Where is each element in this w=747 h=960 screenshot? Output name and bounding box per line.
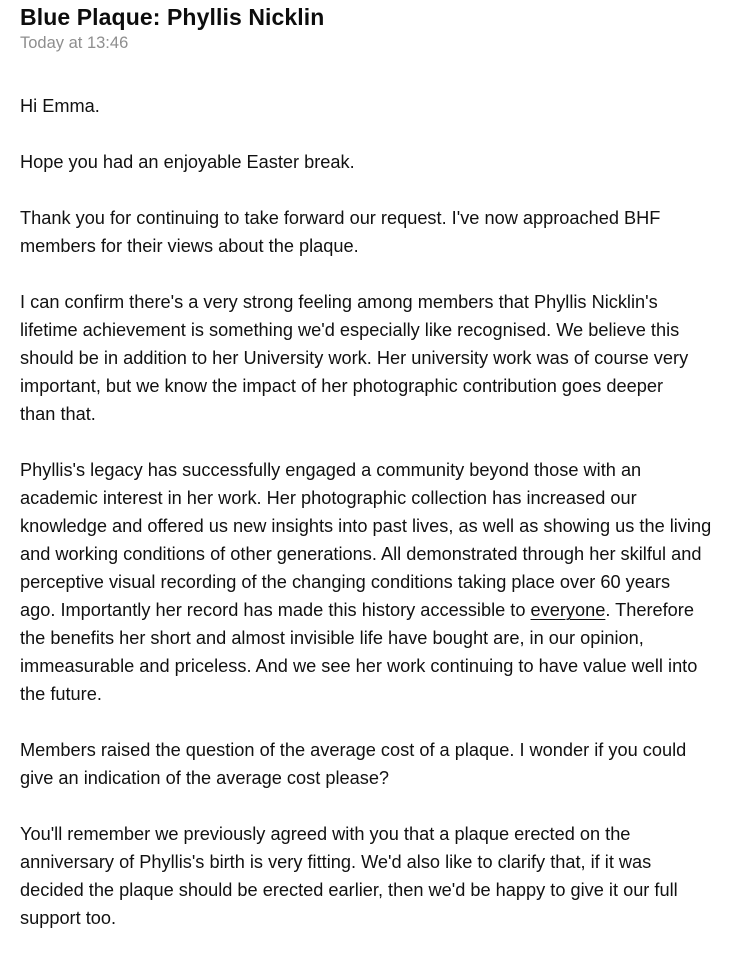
body-line: important, but we know the impact of her photographic contribution goes deeper (20, 376, 664, 396)
body-line: support too. (20, 908, 117, 928)
body-text: ago. Importantly her record has made this history accessible to (20, 600, 531, 620)
body-line: and working conditions of other generations. All demonstrated through her skilful and (20, 544, 702, 564)
body-line: anniversary of Phyllis's birth is very fitting. We'd also like to clarify that, if it was (20, 852, 652, 872)
email-paragraph-easter (20, 148, 747, 176)
body-line: Hope you had an enjoyable Easter break. (20, 152, 355, 172)
body-line: Phyllis's legacy has successfully engaged a community beyond those with an (20, 460, 642, 480)
email-greeting (20, 92, 747, 120)
email-subject: Blue Plaque: Phyllis Nicklin (20, 4, 325, 30)
body-line: should be in addition to her University work. Her university work was of course very (20, 348, 689, 368)
body-line: academic interest in her work. Her photographic collection has increased our (20, 488, 637, 508)
body-line: than that. (20, 404, 96, 424)
body-line: lifetime achievement is something we'd especially like recognised. We believe this (20, 320, 680, 340)
body-line: give an indication of the average cost please? (20, 768, 390, 788)
email-paragraph-anniversary (20, 820, 747, 932)
email-body (20, 92, 747, 960)
body-line: members for their views about the plaque. (20, 236, 359, 256)
email-timestamp: Today at 13:46 (20, 34, 129, 52)
body-line: I can confirm there's a very strong feeling among members that Phyllis Nicklin's (20, 292, 658, 312)
email-header (20, 2, 747, 54)
email-paragraph-legacy (20, 456, 747, 708)
body-line (20, 596, 747, 624)
body-line: decided the plaque should be erected earlier, then we'd be happy to give it our full (20, 880, 678, 900)
email-paragraph-confirm (20, 288, 747, 428)
body-line: immeasurable and priceless. And we see her work continuing to have value well into (20, 656, 698, 676)
email-paragraph-cost (20, 736, 747, 792)
body-line: Members raised the question of the average cost of a plaque. I wonder if you could (20, 740, 687, 760)
body-line: Hi Emma. (20, 96, 100, 116)
body-line: You'll remember we previously agreed with you that a plaque erected on the (20, 824, 631, 844)
body-line: the benefits her short and almost invisible life have bought are, in our opinion, (20, 628, 644, 648)
body-line: Thank you for continuing to take forward our request. I've now approached BHF (20, 208, 661, 228)
body-text: . Therefore (605, 600, 694, 620)
body-line: knowledge and offered us new insights into past lives, as well as showing us the living (20, 516, 712, 536)
body-line: perceptive visual recording of the changing conditions taking place over 60 years (20, 572, 671, 592)
underlined-emphasis: everyone (530, 600, 606, 620)
email-paragraph-thanks (20, 204, 747, 260)
body-line: the future. (20, 684, 102, 704)
